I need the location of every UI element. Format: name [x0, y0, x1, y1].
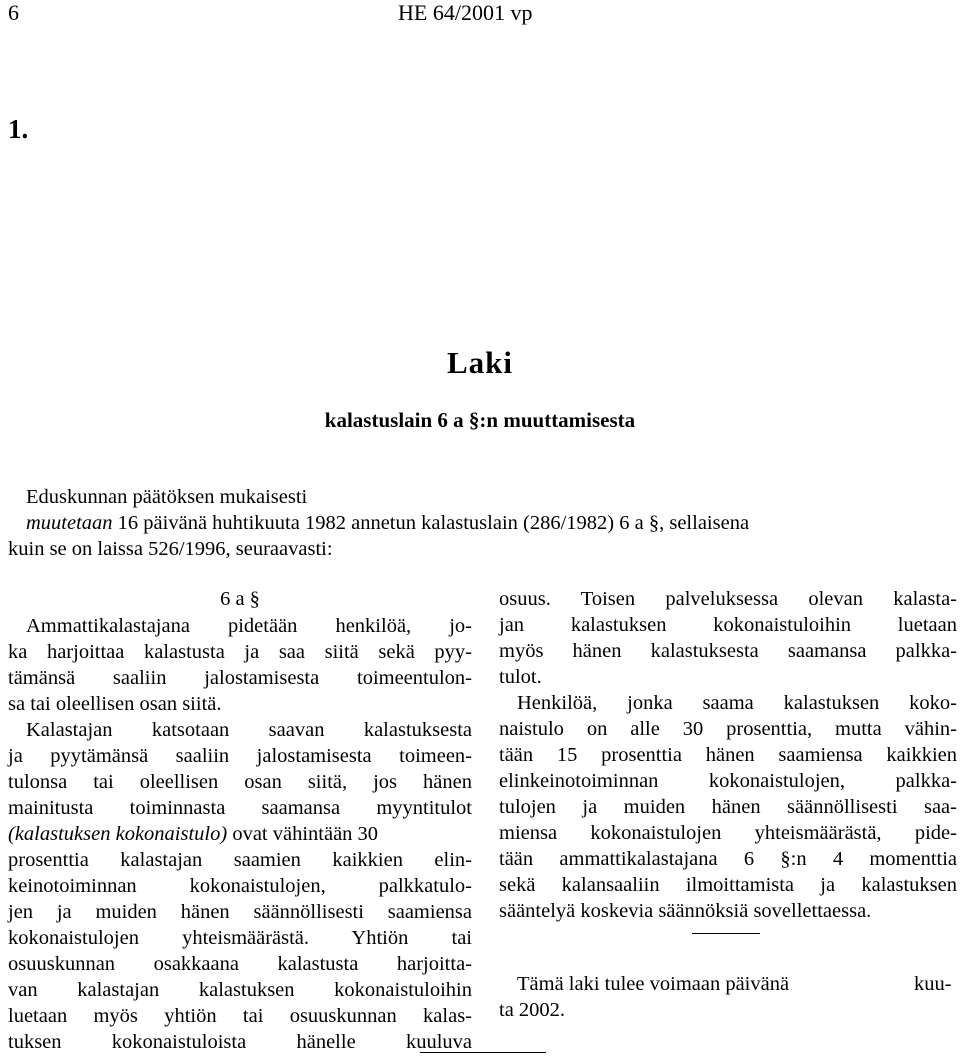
right-line-6: naistulo on alle 30 prosenttia, mutta vähin-	[499, 718, 957, 740]
right-line-10: miensa kokonaistulojen yhteismäärästä, pide-	[499, 822, 957, 844]
entry-into-force-line-2: ta 2002.	[499, 999, 566, 1021]
left-line-17: tuksen kokonaistuloista hänelle kuuluva	[8, 1031, 472, 1053]
section-divider	[692, 933, 760, 934]
left-line-1	[26, 614, 472, 638]
right-line-12: sekä kalansaaliin ilmoittamista ja kalastuksen	[499, 874, 957, 896]
right-line-2: jan kalastuksen kokonaistuloihin luetaan	[499, 614, 957, 636]
preamble-line-3: kuin se on laissa 526/1996, seuraavasti:	[8, 538, 333, 560]
right-line-13: sääntelyä koskevia säännöksiä sovellettaessa.	[499, 900, 872, 922]
left-line-14: osuuskunnan osakkaana kalastusta harjoitta-	[8, 953, 472, 975]
left-line-3: tämänsä saaliin jalostamisesta toimeentulon-	[8, 667, 472, 689]
right-line-3: myös hänen kalastuksesta saamansa palkka-	[499, 640, 957, 662]
left-line-9	[8, 822, 472, 846]
right-line-4: tulot.	[499, 666, 542, 688]
right-line-1: osuus. Toisen palveluksessa olevan kalasta-	[499, 588, 957, 610]
right-line-7: tään 15 prosenttia hänen saamiensa kaikkien	[499, 744, 957, 766]
preamble-line-2	[26, 511, 749, 535]
left-line-4: sa tai oleellisen osan siitä.	[8, 693, 222, 715]
left-line-8: mainitusta toiminnasta saamansa myyntitulot	[8, 797, 472, 819]
end-divider	[420, 1052, 546, 1053]
page-number: 6	[8, 0, 19, 25]
right-line-11: tään ammattikalastajana 6 §:n 4 momenttia	[499, 848, 957, 870]
left-line-12: jen ja muiden hänen säännöllisesti saamiensa	[8, 901, 472, 923]
document-id: HE 64/2001 vp	[398, 0, 533, 25]
left-line-6: ja pyytämänsä saaliin jalostamisesta toimeen-	[8, 745, 472, 767]
law-subtitle: kalastuslain 6 a §:n muuttamisesta	[324, 408, 636, 432]
left-line-9-italic: (kalastuksen kokonaistulo)	[8, 823, 228, 845]
section-number: 1.	[8, 114, 29, 144]
preamble-line-2-rest: 16 päivänä huhtikuuta 1982 annetun kalastuslain (286/1982) 6 a §, sellaisena	[112, 512, 750, 534]
left-line-11: keinotoiminnan kokonaistulojen, palkkatulo-	[8, 875, 472, 897]
left-line-15: van kalastajan kalastuksen kokonaistuloihin	[8, 979, 472, 1001]
entry-into-force-line-1b: kuu-	[914, 973, 952, 995]
left-line-7: tulonsa tai oleellisen osan siitä, jos hänen	[8, 771, 472, 793]
left-line-2: ka harjoittaa kalastusta ja saa siitä sekä pyy-	[8, 641, 472, 663]
left-line-13: kokonaistulojen yhteismäärästä. Yhtiön tai	[8, 927, 472, 949]
left-line-5: Kalastajan katsotaan saavan kalastuksesta	[26, 719, 472, 741]
right-line-8: elinkeinotoiminnan kokonaistulojen, palkka-	[499, 770, 957, 792]
right-line-5: Henkilöä, jonka saama kalastuksen koko-	[517, 692, 957, 714]
right-line-9: tulojen ja muiden hänen säännöllisesti saa-	[499, 796, 957, 818]
law-title: Laki	[446, 345, 514, 380]
preamble-italic-word: muutetaan	[26, 512, 113, 534]
left-line-16: luetaan myös yhtiön tai osuuskunnan kalas-	[8, 1005, 472, 1027]
section-heading: 6 a §	[220, 588, 260, 610]
entry-into-force-line-1a: Tämä laki tulee voimaan päivänä	[517, 973, 790, 995]
left-line-1-text: Ammattikalastajana pidetään henkilöä, jo-	[26, 615, 472, 637]
left-line-10: prosenttia kalastajan saamien kaikkien elin-	[8, 849, 472, 871]
left-line-9-rest: ovat vähintään 30	[227, 823, 379, 845]
preamble-line-1: Eduskunnan päätöksen mukaisesti	[26, 486, 308, 508]
